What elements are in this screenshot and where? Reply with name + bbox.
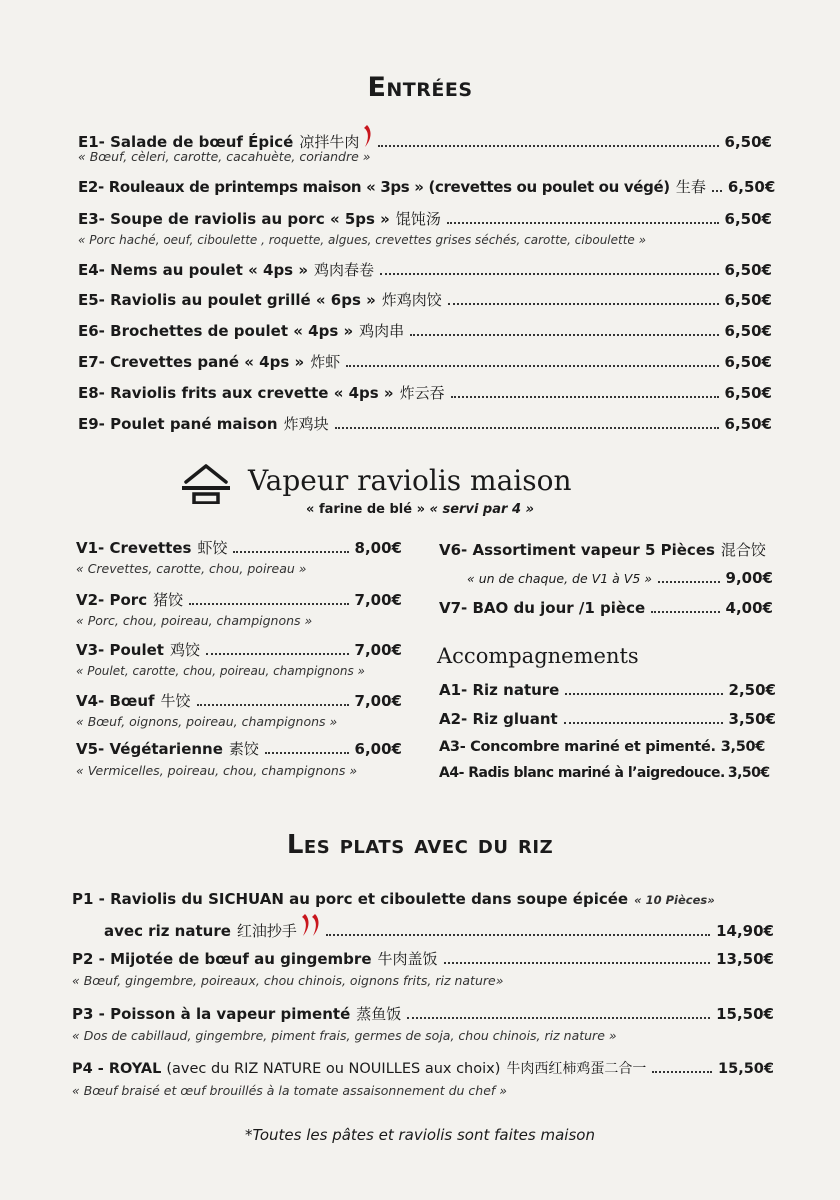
menu-item-p3: [72, 1004, 774, 1024]
item-price: 9,00€: [725, 569, 773, 587]
subtitle-serving: « servi par 4 »: [429, 502, 534, 517]
item-chinese: 鸡肉串: [359, 322, 405, 340]
item-description: « Bœuf, oignons, poireau, champignons »: [76, 714, 338, 729]
item-option: (avec du RIZ NATURE ou NOUILLES aux choix): [166, 1061, 501, 1077]
menu-item-v6-price-line: [467, 568, 773, 589]
menu-item-e3: [78, 209, 772, 229]
vapeur-title: Vapeur raviolis maison: [248, 464, 572, 497]
vapeur-section-header: [180, 462, 660, 504]
leader-dots: [265, 752, 349, 754]
item-chinese: 猪饺: [153, 591, 184, 609]
leader-dots: [410, 334, 718, 336]
item-chinese: 生春: [675, 178, 706, 196]
leader-dots: [712, 190, 722, 192]
vapeur-subtitle: [0, 502, 840, 517]
item-price: 6,50€: [724, 291, 772, 309]
item-description: « Crevettes, carotte, chou, poireau »: [76, 561, 307, 576]
menu-item-v2: [76, 590, 402, 610]
item-label: E7- Crevettes pané « 4ps »: [78, 353, 305, 371]
item-price: 6,50€: [724, 210, 772, 228]
item-price: 6,50€: [724, 353, 772, 371]
menu-item-a2: [439, 709, 776, 729]
item-chinese: 炸鸡块: [283, 415, 329, 433]
item-chinese: 炸鸡肉饺: [381, 291, 442, 309]
item-description: « Bœuf braisé et œuf brouillés à la tomate assaisonnement du chef »: [72, 1083, 508, 1098]
item-price: 13,50€: [716, 950, 774, 968]
menu-item-v3: [76, 640, 402, 660]
item-label: V5- Végétarienne: [76, 740, 223, 758]
item-label: V1- Crevettes: [76, 539, 192, 557]
item-label: E6- Brochettes de poulet « 4ps »: [78, 322, 354, 340]
item-chinese: 炸云吞: [399, 384, 445, 402]
item-description: « Porc, chou, poireau, champignons »: [76, 613, 313, 628]
item-description: « Bœuf, gingembre, poireaux, chou chinois, oignons frits, riz nature»: [72, 973, 504, 988]
item-chinese: 红油抄手: [236, 922, 297, 940]
item-label: P1 - Raviolis du SICHUAN au porc et ciboulette dans soupe épicée: [72, 890, 629, 908]
menu-item-v6: [439, 540, 773, 560]
item-label: E8- Raviolis frits aux crevette « 4ps »: [78, 384, 394, 402]
leader-dots: [451, 396, 719, 398]
item-chinese: 素饺: [228, 740, 259, 758]
item-label: E2- Rouleaux de printemps maison « 3ps » (crevettes ou poulet ou végé): [78, 178, 670, 196]
item-description: « Porc haché, oeuf, ciboulette , roquette, algues, crevettes grises séchés, carotte, ciboulette »: [78, 233, 647, 247]
item-label: V3- Poulet: [76, 641, 164, 659]
item-description: « un de chaque, de V1 à V5 »: [467, 571, 652, 586]
leader-dots: [447, 222, 719, 224]
item-chinese: 虾饺: [197, 539, 228, 557]
item-price: 14,90€: [716, 922, 774, 940]
item-description: « Dos de cabillaud, gingembre, piment frais, germes de soja, chou chinois, riz nature »: [72, 1028, 617, 1043]
item-label: P3 - Poisson à la vapeur pimenté: [72, 1005, 351, 1023]
leader-dots: [565, 693, 722, 695]
item-label: V7- BAO du jour /1 pièce: [439, 599, 646, 617]
menu-item-a1: [439, 680, 776, 700]
item-description: « Bœuf, cèleri, carotte, cacahuète, coriandre »: [78, 149, 371, 164]
leader-dots: [380, 273, 719, 275]
leader-dots: [206, 653, 349, 655]
menu-item-v1: [76, 538, 402, 558]
item-price: 3,50€: [727, 765, 770, 781]
chili-icon: [363, 125, 372, 147]
steamer-icon: [180, 464, 232, 504]
item-chinese: 凉拌牛肉: [299, 133, 360, 151]
item-label: P4 - ROYAL: [72, 1061, 162, 1077]
leader-dots: [233, 551, 348, 553]
leader-dots: [197, 704, 349, 706]
item-chinese: 鸡肉春卷: [314, 261, 375, 279]
chili-icon: [301, 914, 310, 936]
leader-dots: [335, 427, 719, 429]
item-price: 6,50€: [724, 261, 772, 279]
menu-item-e2: [78, 177, 776, 197]
item-price: 8,00€: [354, 539, 402, 557]
menu-item-a4: [439, 763, 776, 783]
item-price: 3,50€: [720, 739, 766, 755]
menu-item-v7: [439, 598, 773, 618]
plats-title: Les plats avec du riz: [286, 830, 554, 860]
item-label: V2- Porc: [76, 591, 148, 609]
item-price: 7,00€: [354, 591, 402, 609]
menu-item-e1: [78, 125, 772, 152]
item-label: E5- Raviolis au poulet grillé « 6ps »: [78, 291, 376, 309]
item-price: 7,00€: [354, 641, 402, 659]
leader-dots: [444, 962, 711, 964]
item-label: A3- Concombre mariné et pimenté.: [439, 739, 716, 755]
item-label: E1- Salade de bœuf Épicé: [78, 133, 294, 151]
item-price: 6,50€: [727, 178, 776, 196]
leader-dots: [346, 365, 718, 367]
item-label: A4- Radis blanc mariné à l’aigredouce.: [439, 765, 725, 781]
accompagnements-title: Accompagnements: [437, 644, 639, 668]
item-price: 6,50€: [724, 384, 772, 402]
menu-item-a3: [439, 737, 776, 757]
leader-dots: [189, 603, 348, 605]
item-price: 6,50€: [724, 133, 772, 151]
item-label: A2- Riz gluant: [439, 710, 558, 728]
leader-dots: [326, 934, 710, 936]
menu-item-p4: [72, 1059, 774, 1079]
leader-dots: [652, 1071, 712, 1073]
item-chinese: 鸡饺: [169, 641, 200, 659]
item-price: 3,50€: [728, 710, 776, 728]
menu-item-e8: [78, 383, 772, 403]
item-note: « 10 Pièces»: [634, 893, 715, 907]
item-chinese: 牛肉盖饭: [377, 950, 438, 968]
entrees-title: Entrées: [367, 72, 473, 103]
item-chinese: 牛肉西红柿鸡蛋二合一: [506, 1061, 647, 1077]
menu-item-v4: [76, 691, 402, 711]
item-price: 6,50€: [724, 415, 772, 433]
item-label: A1- Riz nature: [439, 681, 560, 699]
item-label-cont: avec riz nature: [104, 922, 231, 940]
item-chinese: 牛饺: [160, 692, 191, 710]
menu-item-p2: [72, 949, 774, 969]
subtitle-flour: « farine de blé »: [306, 502, 425, 517]
item-chinese: 馄饨汤: [395, 210, 441, 228]
item-price: 7,00€: [354, 692, 402, 710]
item-price: 6,00€: [354, 740, 402, 758]
item-chinese: 炸虾: [310, 353, 341, 371]
menu-item-e4: [78, 260, 772, 280]
item-chinese: 混合饺: [720, 541, 766, 559]
item-label: E9- Poulet pané maison: [78, 415, 278, 433]
item-price: 6,50€: [724, 322, 772, 340]
item-label: V6- Assortiment vapeur 5 Pièces: [439, 541, 715, 559]
menu-item-p1-line2: [104, 914, 774, 941]
item-price: 4,00€: [725, 599, 773, 617]
item-label: P2 - Mijotée de bœuf au gingembre: [72, 950, 372, 968]
menu-item-p1: [72, 889, 772, 910]
item-label: V4- Bœuf: [76, 692, 155, 710]
leader-dots: [407, 1017, 710, 1019]
leader-dots: [378, 145, 718, 147]
menu-item-e9: [78, 414, 772, 434]
menu-item-v5: [76, 739, 402, 759]
item-price: 15,50€: [716, 1005, 774, 1023]
item-description: « Poulet, carotte, chou, poireau, champignons »: [76, 664, 365, 678]
footer-note: *Toutes les pâtes et raviolis sont faites maison: [245, 1126, 595, 1144]
menu-item-e6: [78, 321, 772, 341]
item-label: E3- Soupe de raviolis au porc « 5ps »: [78, 210, 390, 228]
item-price: 15,50€: [718, 1061, 774, 1077]
item-chinese: 蒸鱼饭: [356, 1005, 402, 1023]
item-price: 2,50€: [728, 681, 776, 699]
chili-icon: [311, 914, 320, 936]
item-description: « Vermicelles, poireau, chou, champignons »: [76, 763, 358, 778]
leader-dots: [448, 303, 719, 305]
item-label: E4- Nems au poulet « 4ps »: [78, 261, 309, 279]
leader-dots: [564, 722, 723, 724]
leader-dots: [651, 611, 719, 613]
menu-item-e7: [78, 352, 772, 372]
leader-dots: [658, 581, 720, 583]
menu-item-e5: [78, 290, 772, 310]
